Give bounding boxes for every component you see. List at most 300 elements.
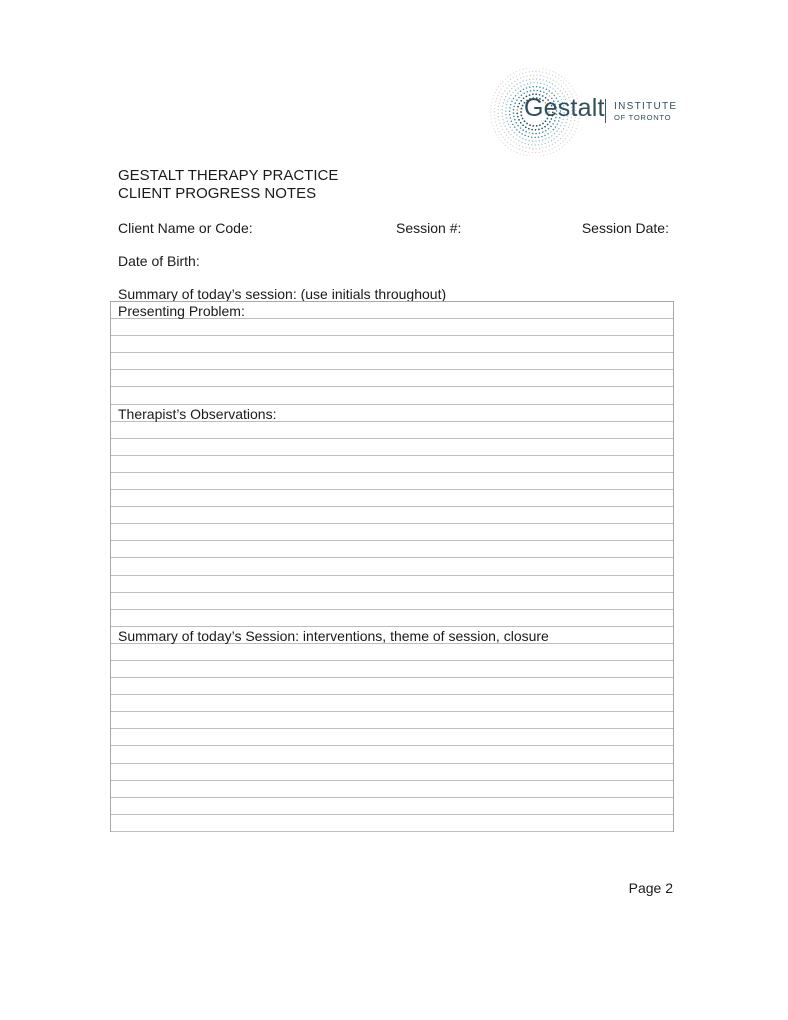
logo-dot: [525, 131, 527, 133]
logo-dot: [539, 124, 541, 126]
note-line[interactable]: [111, 781, 673, 798]
logo-dot: [554, 133, 555, 134]
logo-dot: [556, 81, 557, 82]
logo-wordmark: Gestalt: [524, 94, 605, 122]
logo-dot: [525, 143, 526, 144]
logo-dot: [494, 115, 495, 116]
note-line[interactable]: [111, 712, 673, 729]
logo-dot: [577, 125, 578, 126]
logo-dot: [511, 149, 512, 150]
logo-dot: [506, 135, 507, 136]
logo-dot: [546, 89, 548, 91]
logo-dot: [532, 71, 533, 72]
document-title-line1: GESTALT THERAPY PRACTICE: [118, 167, 339, 184]
logo-dot: [506, 129, 507, 130]
logo-dot: [513, 146, 514, 147]
logo-dot: [510, 104, 512, 106]
logo-dot: [508, 131, 509, 132]
logo-dot: [531, 144, 532, 145]
logo-dot: [498, 86, 499, 87]
note-line[interactable]: [111, 387, 673, 404]
logo-dot: [520, 111, 522, 113]
section-label: Presenting Problem:: [118, 303, 245, 319]
logo-dot: [520, 100, 522, 102]
logo-dot: [566, 130, 567, 131]
logo-dot: [565, 133, 566, 134]
logo-dot: [500, 140, 501, 141]
logo-dot: [519, 74, 520, 75]
logo-dot: [554, 138, 555, 139]
logo-dot: [498, 137, 499, 138]
logo-dot: [520, 90, 522, 92]
logo-dot: [500, 83, 501, 84]
logo-dot: [505, 96, 506, 97]
note-line[interactable]: [111, 541, 673, 558]
logo-dot: [543, 91, 545, 93]
logo-dot: [542, 131, 544, 133]
logo-dot: [534, 137, 536, 139]
logo-dot: [523, 89, 525, 91]
logo-dot: [562, 135, 563, 136]
progress-notes-table: [110, 301, 674, 832]
logo-dot: [573, 89, 574, 90]
logo-dot: [549, 90, 551, 92]
logo-dot: [543, 79, 544, 80]
logo-dot: [513, 116, 515, 118]
logo-dot: [498, 113, 499, 114]
logo-dot: [538, 144, 539, 145]
note-line[interactable]: [111, 610, 673, 627]
logo-dot: [513, 106, 515, 108]
logo-dot: [574, 92, 575, 93]
logo-dot: [539, 79, 540, 80]
logo-dot: [559, 134, 560, 135]
logo-dot: [517, 125, 519, 127]
logo-dot: [556, 131, 557, 132]
logo-dot: [557, 123, 559, 125]
logo-dot: [529, 79, 530, 80]
section-label: Therapist’s Observations:: [118, 405, 277, 422]
logo-dot: [565, 138, 566, 139]
logo-dot: [563, 83, 564, 84]
logo-dot: [567, 142, 568, 143]
logo-dot: [501, 126, 502, 127]
logo-dot: [496, 125, 497, 126]
logo-dot: [493, 128, 494, 129]
logo-dot: [509, 114, 511, 116]
logo-dot: [513, 109, 515, 111]
logo-dot: [543, 76, 544, 77]
logo-dot: [555, 126, 557, 128]
logo-dot: [510, 95, 511, 96]
logo-dot: [502, 129, 503, 130]
logo-dot: [547, 85, 548, 86]
logo-dot: [521, 133, 523, 135]
logo-dot: [509, 98, 510, 99]
session-number-field[interactable]: Session #:: [396, 220, 462, 236]
logo-dot: [528, 128, 530, 130]
logo-dot: [533, 82, 534, 83]
logo-dot: [495, 131, 496, 132]
logo-dot: [497, 128, 498, 129]
logo-dot: [503, 102, 504, 103]
logo-dot: [532, 140, 533, 141]
logo-dot: [498, 119, 499, 120]
logo-dot: [572, 127, 573, 128]
logo-dot: [558, 74, 559, 75]
logo-dot: [569, 133, 570, 134]
logo-dot: [494, 108, 495, 109]
note-line[interactable]: [111, 558, 673, 575]
logo-dot: [541, 136, 543, 138]
logo-dot: [505, 145, 506, 146]
logo-dot: [510, 117, 512, 119]
logo-dot: [520, 122, 522, 124]
logo-dot: [516, 143, 517, 144]
logo-dot: [524, 135, 526, 137]
logo-divider: [605, 99, 606, 123]
logo-dot: [516, 84, 517, 85]
note-line[interactable]: [111, 524, 673, 541]
logo-dot: [532, 78, 533, 79]
logo-dot: [555, 91, 556, 92]
note-line[interactable]: [111, 370, 673, 387]
logo-dot: [498, 109, 499, 110]
logo-dot: [490, 115, 491, 116]
logo-dot: [502, 81, 503, 82]
logo-dot: [548, 142, 549, 143]
logo-dot: [558, 83, 559, 84]
logo-dot: [545, 151, 546, 152]
logo-dot: [539, 132, 541, 134]
logo-dot: [516, 71, 517, 72]
logo-dot: [564, 78, 565, 79]
logo-dot: [515, 95, 517, 97]
note-line[interactable]: [111, 729, 673, 746]
logo-dot: [547, 77, 548, 78]
logo-dot: [512, 92, 513, 93]
logo-dot: [511, 139, 512, 140]
logo-dot: [521, 94, 523, 96]
logo-dot: [510, 144, 511, 145]
logo-dot: [516, 147, 517, 148]
logo-dot: [527, 83, 528, 84]
logo-dot: [549, 145, 550, 146]
logo-dot: [550, 131, 552, 133]
logo-dot: [496, 89, 497, 90]
note-line[interactable]: [111, 336, 673, 353]
logo-dot: [561, 86, 562, 87]
logo-dot: [538, 129, 540, 131]
logo-dot: [549, 70, 550, 71]
logo-dot: [560, 138, 561, 139]
logo-dot: [504, 132, 505, 133]
logo-dot: [501, 89, 502, 90]
note-line[interactable]: [111, 644, 673, 661]
logo-dot: [564, 125, 565, 126]
logo-dot: [537, 75, 538, 76]
logo-dot: [495, 92, 496, 93]
note-line[interactable]: [111, 353, 673, 370]
logo-dot: [573, 123, 574, 124]
logo-dot: [514, 86, 515, 87]
logo-dot: [516, 134, 517, 135]
logo-dot: [504, 90, 505, 91]
logo-dot: [561, 131, 562, 132]
logo-dot: [507, 101, 508, 102]
logo-dot: [532, 152, 533, 153]
logo-dot: [539, 86, 541, 88]
logo-dot: [526, 68, 527, 69]
logo-dot: [530, 82, 531, 83]
logo-dot: [525, 72, 526, 73]
logo-dot: [494, 105, 495, 106]
logo-dot: [540, 75, 541, 76]
logo-dot: [511, 129, 512, 130]
logo-dot: [542, 147, 543, 148]
logo-dot: [555, 72, 556, 73]
logo-dot: [545, 130, 547, 132]
logo-dot: [529, 86, 531, 88]
logo-dot: [552, 71, 553, 72]
institute-logo: [490, 68, 680, 156]
logo-dot: [520, 78, 521, 79]
logo-dot: [529, 124, 531, 126]
document-title-line2: CLIENT PROGRESS NOTES: [118, 185, 317, 202]
logo-dot: [567, 135, 568, 136]
logo-dot: [552, 148, 553, 149]
note-line[interactable]: [111, 456, 673, 473]
logo-dot: [511, 101, 512, 103]
logo-dot: [532, 133, 534, 135]
logo-dot: [522, 146, 523, 147]
logo-dot: [521, 114, 523, 116]
section-header-row[interactable]: [111, 627, 673, 644]
logo-dot: [541, 144, 542, 145]
client-name-field[interactable]: Client Name or Code:: [118, 220, 253, 236]
logo-dot: [522, 138, 523, 139]
logo-dot: [543, 84, 544, 85]
logo-dot: [519, 149, 520, 150]
logo-dot: [571, 137, 572, 138]
logo-dot: [552, 83, 553, 84]
logo-dot: [536, 148, 537, 149]
logo-dot: [511, 88, 512, 89]
logo-dot: [526, 79, 527, 80]
logo-dot: [513, 98, 515, 100]
logo-dot: [528, 152, 529, 153]
logo-dot: [556, 136, 557, 137]
logo-dot: [514, 81, 515, 82]
logo-dot: [565, 85, 566, 86]
note-line[interactable]: [111, 695, 673, 712]
logo-dot: [573, 134, 574, 135]
note-line[interactable]: [111, 746, 673, 763]
logo-dot: [563, 141, 564, 142]
logo-dot: [547, 124, 549, 126]
logo-dot: [533, 75, 534, 76]
session-date-field[interactable]: Session Date:: [581, 220, 669, 236]
logo-dot: [499, 103, 500, 104]
logo-subtitle-line2: OF TORONTO: [614, 113, 672, 122]
logo-dot: [509, 111, 511, 113]
logo-dot: [571, 86, 572, 87]
logo-dot: [558, 78, 559, 79]
logo-dot: [535, 133, 537, 135]
note-line[interactable]: [111, 319, 673, 336]
logo-dot: [493, 95, 494, 96]
section-header-row[interactable]: [111, 302, 673, 319]
logo-dot: [526, 147, 527, 148]
logo-dot: [535, 129, 537, 131]
logo-dot: [555, 147, 556, 148]
logo-dot: [544, 126, 546, 128]
logo-dot: [546, 146, 547, 147]
logo-dot: [518, 97, 520, 99]
note-line[interactable]: [111, 473, 673, 490]
logo-dot: [518, 119, 520, 121]
logo-dot: [508, 124, 509, 125]
note-line[interactable]: [111, 798, 673, 815]
logo-dot: [505, 114, 506, 115]
logo-dot: [541, 127, 543, 129]
logo-dot: [516, 99, 518, 101]
logo-dot: [560, 143, 561, 144]
logo-dot: [569, 140, 570, 141]
logo-dot: [549, 73, 550, 74]
note-line[interactable]: [111, 661, 673, 678]
logo-dot: [539, 152, 540, 153]
logo-dot: [497, 95, 498, 96]
logo-dot: [519, 145, 520, 146]
logo-dot: [571, 130, 572, 131]
logo-dot: [509, 90, 510, 91]
logo-dot: [503, 137, 504, 138]
logo-dot: [510, 79, 511, 80]
logo-dot: [506, 88, 507, 89]
logo-dot: [495, 101, 496, 102]
logo-dot: [513, 112, 515, 114]
logo-dot: [522, 150, 523, 151]
logo-dot: [491, 102, 492, 103]
logo-dot: [496, 134, 497, 135]
logo-dot: [550, 126, 552, 128]
logo-dot: [501, 96, 502, 97]
logo-dot: [505, 126, 506, 127]
note-line[interactable]: [111, 490, 673, 507]
logo-dot: [558, 140, 559, 141]
logo-dot: [552, 123, 554, 125]
logo-dot: [519, 131, 521, 133]
logo-dot: [522, 124, 524, 126]
logo-dot: [512, 124, 514, 126]
logo-dot: [533, 90, 535, 92]
logo-dot: [523, 84, 524, 85]
logo-dot: [499, 131, 500, 132]
logo-dot: [520, 127, 522, 129]
logo-dot: [505, 84, 506, 85]
logo-dot: [529, 71, 530, 72]
logo-dot: [507, 142, 508, 143]
logo-dot: [500, 99, 501, 100]
logo-dot: [513, 142, 514, 143]
logo-dot: [526, 87, 528, 89]
logo-dot: [528, 136, 530, 138]
logo-dot: [513, 73, 514, 74]
note-line[interactable]: [111, 439, 673, 456]
logo-dot: [496, 98, 497, 99]
logo-dot: [526, 75, 527, 76]
logo-subtitle-line1: INSTITUTE: [614, 101, 678, 112]
logo-dot: [550, 78, 551, 79]
logo-dot: [521, 142, 522, 143]
note-line[interactable]: [111, 576, 673, 593]
logo-dot: [511, 121, 513, 123]
logo-dot: [559, 149, 560, 150]
logo-dot: [517, 152, 518, 153]
logo-dot: [545, 138, 546, 139]
logo-dot: [523, 81, 524, 82]
logo-dot: [565, 91, 566, 92]
logo-dot: [505, 79, 506, 80]
logo-dot: [538, 136, 540, 138]
logo-dot: [522, 73, 523, 74]
logo-dot: [530, 75, 531, 76]
logo-dot: [546, 72, 547, 73]
date-of-birth-field[interactable]: Date of Birth:: [118, 253, 200, 269]
logo-dot: [513, 77, 514, 78]
logo-dot: [501, 109, 502, 110]
note-line[interactable]: [111, 507, 673, 524]
logo-dot: [502, 93, 503, 94]
logo-dot: [548, 150, 549, 151]
logo-dot: [553, 152, 554, 153]
note-line[interactable]: [111, 815, 673, 832]
note-line[interactable]: [111, 593, 673, 610]
section-label: Summary of today’s Session: interventions, theme of session, closure: [118, 627, 549, 644]
logo-dot: [551, 140, 552, 141]
logo-dot: [501, 112, 502, 113]
logo-dot: [560, 125, 561, 126]
logo-dot: [569, 83, 570, 84]
logo-dot: [515, 138, 516, 139]
logo-dot: [525, 151, 526, 152]
logo-dot: [491, 105, 492, 106]
note-line[interactable]: [111, 678, 673, 695]
logo-dot: [505, 139, 506, 140]
logo-dot: [499, 123, 500, 124]
logo-dot: [505, 111, 506, 112]
note-line[interactable]: [111, 764, 673, 781]
logo-dot: [553, 79, 554, 80]
logo-dot: [511, 83, 512, 84]
logo-dot: [552, 75, 553, 76]
logo-dot: [528, 144, 529, 145]
logo-dot: [510, 127, 511, 128]
logo-dot: [548, 137, 549, 138]
section-header-row[interactable]: [111, 405, 673, 422]
logo-dot: [542, 151, 543, 152]
logo-dot: [556, 150, 557, 151]
note-line[interactable]: [111, 422, 673, 439]
logo-dot: [569, 124, 570, 125]
logo-dot: [536, 90, 538, 92]
logo-dot: [526, 155, 527, 156]
logo-dot: [522, 129, 524, 131]
logo-dot: [561, 76, 562, 77]
logo-dot: [504, 99, 505, 100]
logo-dot: [529, 148, 530, 149]
